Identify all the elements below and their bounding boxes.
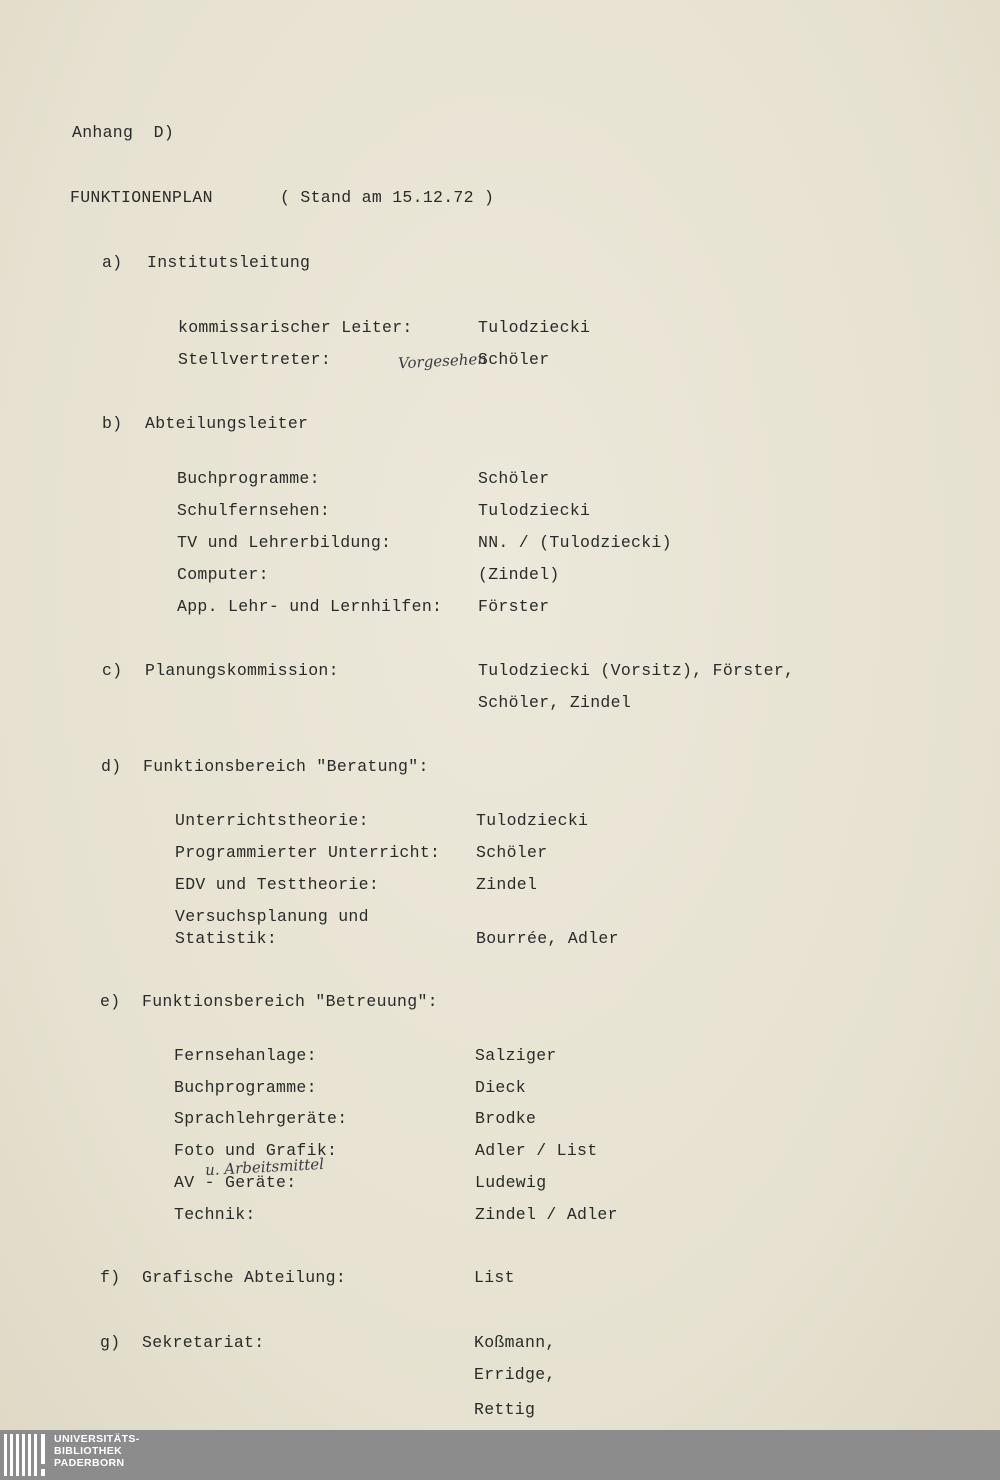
section-d-heading: Funktionsbereich "Beratung": bbox=[143, 757, 429, 776]
section-f-letter: f) bbox=[100, 1268, 121, 1287]
logo-line: PADERBORN bbox=[54, 1457, 125, 1469]
document-title: FUNKTIONENPLAN bbox=[70, 188, 213, 207]
role-label: Technik: bbox=[174, 1205, 256, 1224]
role-label: Foto und Grafik: bbox=[174, 1141, 338, 1160]
section-f-heading: Grafische Abteilung: bbox=[142, 1268, 347, 1287]
person-name: Tulodziecki bbox=[478, 318, 591, 337]
handwritten-vorgesehen: Vorgesehen bbox=[397, 349, 488, 373]
role-label: Sprachlehrgeräte: bbox=[174, 1109, 348, 1128]
person-name: Salziger bbox=[475, 1046, 557, 1065]
role-label: Computer: bbox=[177, 565, 269, 584]
section-a-heading: Institutsleitung bbox=[147, 253, 311, 272]
library-logo-icon bbox=[4, 1434, 48, 1476]
role-label: Statistik: bbox=[175, 929, 278, 948]
person-name: Zindel / Adler bbox=[475, 1205, 618, 1224]
person-name: (Zindel) bbox=[478, 565, 560, 584]
person-name: Bourrée, Adler bbox=[476, 929, 619, 948]
role-label: App. Lehr- und Lernhilfen: bbox=[177, 597, 443, 616]
document-date: ( Stand am 15.12.72 ) bbox=[280, 188, 495, 207]
library-logo-text bbox=[54, 1433, 140, 1469]
role-label: Versuchsplanung und bbox=[175, 907, 369, 926]
person-name: NN. / (Tulodziecki) bbox=[478, 533, 672, 552]
section-a-letter: a) bbox=[102, 253, 123, 272]
role-label: kommissarischer Leiter: bbox=[178, 318, 413, 337]
person-name: Zindel bbox=[476, 875, 538, 894]
section-e-heading: Funktionsbereich "Betreuung": bbox=[142, 992, 438, 1011]
person-name: Dieck bbox=[475, 1078, 527, 1097]
role-label: Fernsehanlage: bbox=[174, 1046, 317, 1065]
person-name: Schöler, Zindel bbox=[478, 693, 632, 712]
role-label: TV und Lehrerbildung: bbox=[177, 533, 392, 552]
section-c-heading: Planungskommission: bbox=[145, 661, 339, 680]
section-b-heading: Abteilungsleiter bbox=[145, 414, 309, 433]
appendix-label: Anhang D) bbox=[72, 123, 175, 142]
handwritten-arbeitsmittel: u. Arbeitsmittel bbox=[204, 1154, 325, 1180]
person-name: Erridge, bbox=[474, 1365, 556, 1384]
person-name: Schöler bbox=[478, 350, 550, 369]
person-name: Ludewig bbox=[475, 1173, 547, 1192]
section-e-letter: e) bbox=[100, 992, 121, 1011]
person-name: Koßmann, bbox=[474, 1333, 556, 1352]
logo-line: BIBLIOTHEK bbox=[54, 1445, 123, 1457]
section-d-letter: d) bbox=[101, 757, 122, 776]
person-name: List bbox=[474, 1268, 515, 1287]
role-label: Schulfernsehen: bbox=[177, 501, 331, 520]
person-name: Förster bbox=[478, 597, 550, 616]
role-label: EDV und Testtheorie: bbox=[175, 875, 380, 894]
person-name: Tulodziecki (Vorsitz), Förster, bbox=[478, 661, 795, 680]
library-footer-bar bbox=[0, 1430, 1000, 1480]
role-label: Buchprogramme: bbox=[177, 469, 320, 488]
role-label: Stellvertreter: bbox=[178, 350, 332, 369]
role-label: Buchprogramme: bbox=[174, 1078, 317, 1097]
person-name: Schöler bbox=[476, 843, 548, 862]
person-name: Adler / List bbox=[475, 1141, 598, 1160]
role-label: Programmierter Unterricht: bbox=[175, 843, 441, 862]
role-label: AV - Geräte: bbox=[174, 1173, 297, 1192]
section-g-letter: g) bbox=[100, 1333, 121, 1352]
person-name: Brodke bbox=[475, 1109, 537, 1128]
section-g-heading: Sekretariat: bbox=[142, 1333, 265, 1352]
section-b-letter: b) bbox=[102, 414, 123, 433]
logo-line: UNIVERSITÄTS- bbox=[54, 1433, 140, 1445]
person-name: Schöler bbox=[478, 469, 550, 488]
person-name: Tulodziecki bbox=[476, 811, 589, 830]
section-c-letter: c) bbox=[102, 661, 123, 680]
person-name: Rettig bbox=[474, 1400, 536, 1419]
person-name: Tulodziecki bbox=[478, 501, 591, 520]
role-label: Unterrichtstheorie: bbox=[175, 811, 369, 830]
